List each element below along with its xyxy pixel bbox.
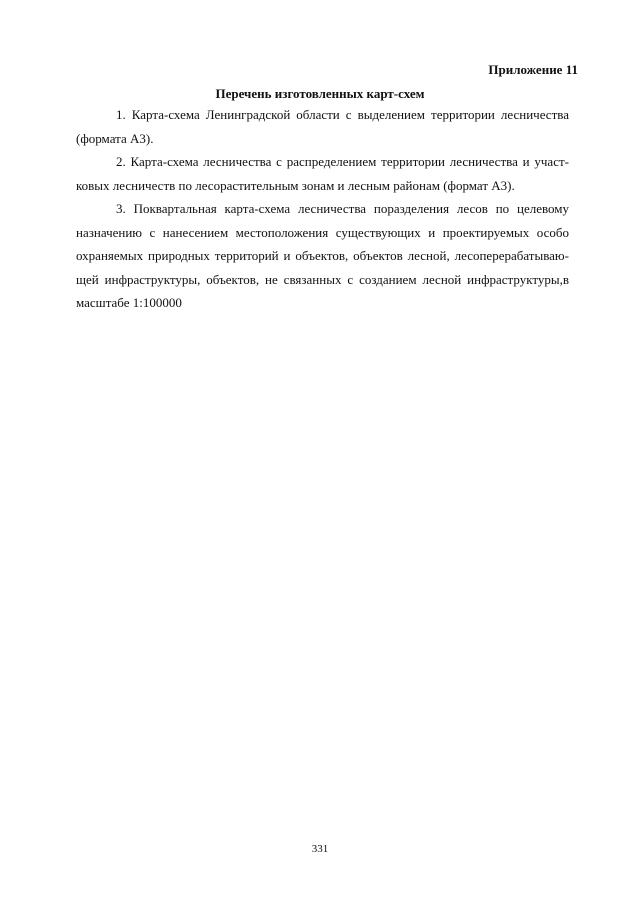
list-item: 3. Поквартальная карта-схема лесничества поразделения лесов по целевому назначению с нанесением местоположения существующих и проектируемых особо охраняемых природных территорий и объектов, объектов лесной, лесоперерабатывающей инфраструктуры, объектов, не связанных с созданием лесной инфраструктуры,в масштабе 1:100000	[76, 201, 569, 310]
document-title: Перечень изготовленных карт-схем	[215, 86, 425, 101]
page-number: 331	[311, 843, 329, 855]
list-item: 1. Карта-схема Ленинградской области с выделением территории лесничества (формата А3).	[76, 107, 569, 146]
map-list	[76, 103, 569, 315]
appendix-label: Приложение 11	[488, 62, 578, 77]
list-item: 2. Карта-схема лесничества с распределением территории лесничества и участковых лесничеств по лесорастительным зонам и лесным районам (формат А3).	[76, 154, 569, 193]
